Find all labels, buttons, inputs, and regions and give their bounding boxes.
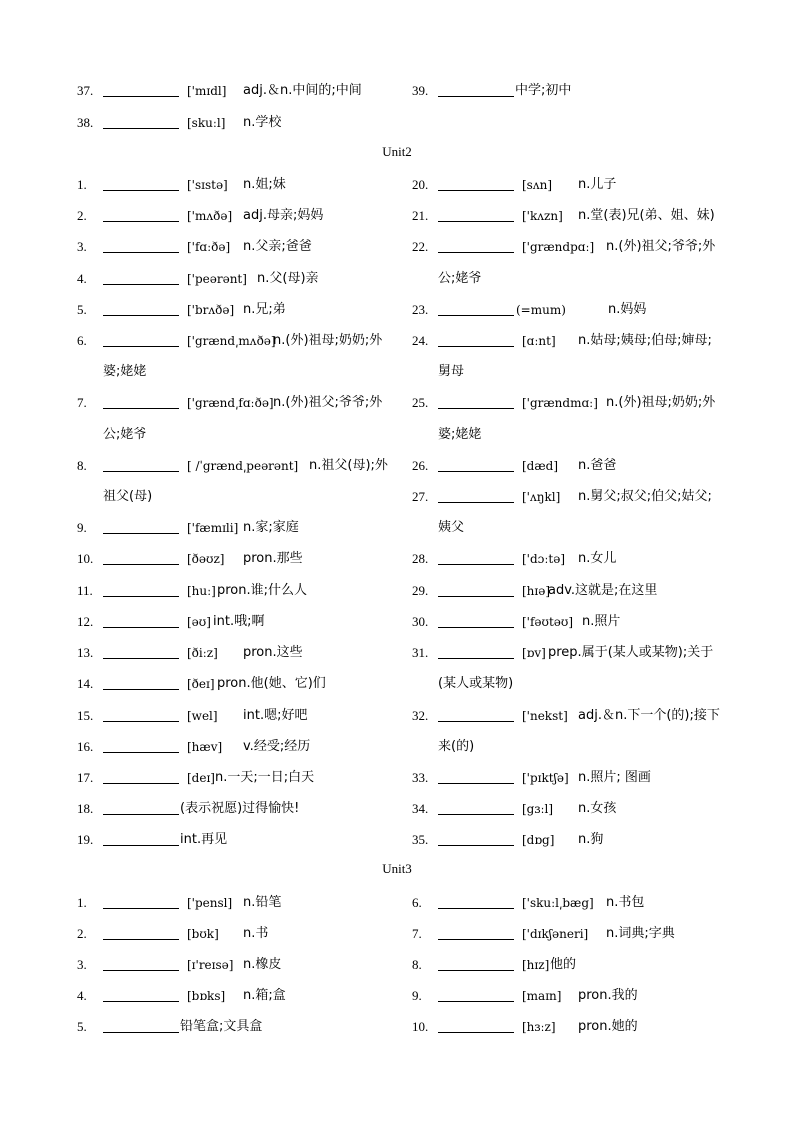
item-number: 27. xyxy=(412,489,429,504)
answer-blank[interactable] xyxy=(103,689,179,690)
item-meaning: v.经受;经历 xyxy=(243,739,311,754)
item-phonetic: ['pɪktʃə] xyxy=(522,771,569,785)
item-meaning: n.堂(表)兄(弟、姐、妹) xyxy=(578,208,715,223)
item-number: 4. xyxy=(77,271,87,286)
answer-blank[interactable] xyxy=(438,783,514,784)
item-meaning: n.爸爸 xyxy=(578,458,617,473)
item-phonetic: [skuːl] xyxy=(187,116,226,130)
item-number: 32. xyxy=(412,708,429,723)
answer-blank[interactable] xyxy=(438,814,514,815)
item-meaning-continued: 姨父 xyxy=(438,520,465,535)
item-meaning: n.父亲;爸爸 xyxy=(243,239,312,254)
unit2-title: Unit2 xyxy=(382,144,412,159)
item-meaning: n.姐;妹 xyxy=(243,177,286,192)
item-meaning: n.父(母)亲 xyxy=(257,271,319,286)
item-meaning: pron.我的 xyxy=(578,988,638,1003)
answer-blank[interactable] xyxy=(438,408,514,409)
item-number: 21. xyxy=(412,208,429,223)
item-number: 23. xyxy=(412,302,429,317)
item-number: 1. xyxy=(77,895,87,910)
item-meaning: n.兄;弟 xyxy=(243,302,286,317)
item-phonetic: [ɑːnt] xyxy=(522,334,556,348)
item-number: 31. xyxy=(412,645,429,660)
answer-blank[interactable] xyxy=(103,627,179,628)
answer-blank[interactable] xyxy=(438,1032,514,1033)
item-number: 8. xyxy=(77,458,87,473)
item-meaning: adj.＆n.下一个(的);接下 xyxy=(578,708,720,723)
item-number: 39. xyxy=(412,83,429,98)
item-phonetic: [ɪ'reɪsə] xyxy=(187,958,234,972)
item-meaning: n.箱;盒 xyxy=(243,988,286,1003)
answer-blank[interactable] xyxy=(103,128,179,129)
item-number: 18. xyxy=(77,801,94,816)
item-number: 5. xyxy=(77,302,87,317)
item-meaning: adv.这就是;在这里 xyxy=(548,583,658,598)
answer-blank[interactable] xyxy=(438,721,514,722)
answer-blank[interactable] xyxy=(438,564,514,565)
item-phonetic: [ðiːz] xyxy=(187,646,218,660)
item-phonetic: [wel] xyxy=(187,709,218,723)
item-phonetic: ['grændmɑː] xyxy=(522,396,598,410)
answer-blank[interactable] xyxy=(438,939,514,940)
item-meaning: int.再见 xyxy=(180,832,228,847)
item-phonetic: ['fɑːðə] xyxy=(187,240,231,254)
item-phonetic: [hɜːz] xyxy=(522,1020,556,1034)
answer-blank[interactable] xyxy=(438,221,514,222)
answer-blank[interactable] xyxy=(438,346,514,347)
item-phonetic: ['nekst] xyxy=(522,709,568,723)
answer-blank[interactable] xyxy=(438,471,514,472)
item-meaning: n.照片; 图画 xyxy=(578,770,651,785)
item-number: 10. xyxy=(77,551,94,566)
item-phonetic: [maɪn] xyxy=(522,989,562,1003)
item-number: 8. xyxy=(412,957,422,972)
item-number: 5. xyxy=(77,1019,87,1034)
item-meaning-continued: 来(的) xyxy=(438,739,475,754)
item-meaning: pron.这些 xyxy=(243,645,303,660)
item-phonetic: [deɪ] xyxy=(187,771,215,785)
item-meaning: adj.母亲;妈妈 xyxy=(243,208,324,223)
item-meaning-continued: 祖父(母) xyxy=(103,489,153,504)
item-meaning: n.(外)祖母;奶奶;外 xyxy=(273,333,383,348)
answer-blank[interactable] xyxy=(103,814,179,815)
item-meaning: n.狗 xyxy=(578,832,604,847)
item-number: 12. xyxy=(77,614,94,629)
item-phonetic: ['grændpɑː] xyxy=(522,240,595,254)
item-meaning: n.书 xyxy=(243,926,269,941)
item-number: 34. xyxy=(412,801,429,816)
item-meaning: n.家;家庭 xyxy=(243,520,299,535)
answer-blank[interactable] xyxy=(103,315,179,316)
item-meaning: 中学;初中 xyxy=(515,83,572,98)
item-meaning: (表示祝愿)过得愉快! xyxy=(180,801,300,816)
item-meaning: n.妈妈 xyxy=(608,302,647,317)
item-phonetic: [huː] xyxy=(187,584,216,598)
item-phonetic: ['kʌzn] xyxy=(522,209,563,223)
answer-blank[interactable] xyxy=(438,627,514,628)
item-meaning-continued: 舅母 xyxy=(438,364,465,379)
item-number: 6. xyxy=(412,895,422,910)
item-phonetic: [dɒg] xyxy=(522,833,555,847)
item-number: 10. xyxy=(412,1019,429,1034)
item-phonetic: [hæv] xyxy=(187,740,223,754)
item-number: 33. xyxy=(412,770,429,785)
item-meaning: int.嗯;好吧 xyxy=(243,708,308,723)
answer-blank[interactable] xyxy=(103,284,179,285)
item-phonetic: ['skuːl͵bæg] xyxy=(522,896,594,910)
answer-blank[interactable] xyxy=(103,783,179,784)
item-phonetic: [ɒv] xyxy=(522,646,546,660)
item-phonetic: [ðəʊz] xyxy=(187,552,225,566)
item-number: 17. xyxy=(77,770,94,785)
answer-blank[interactable] xyxy=(438,190,514,191)
item-number: 20. xyxy=(412,177,429,192)
item-meaning-continued: (某人或某物) xyxy=(438,676,514,691)
answer-blank[interactable] xyxy=(103,96,179,97)
item-phonetic: [bʊk] xyxy=(187,927,219,941)
item-number: 22. xyxy=(412,239,429,254)
item-meaning: pron.她的 xyxy=(578,1019,638,1034)
answer-blank[interactable] xyxy=(438,596,514,597)
item-number: 15. xyxy=(77,708,94,723)
unit3-title: Unit3 xyxy=(382,861,412,876)
item-number: 24. xyxy=(412,333,429,348)
item-meaning: pron.谁;什么人 xyxy=(217,583,308,598)
item-meaning: int.哦;啊 xyxy=(213,614,265,629)
item-phonetic: ['mʌðə] xyxy=(187,209,233,223)
answer-blank[interactable] xyxy=(103,533,179,534)
answer-blank[interactable] xyxy=(438,970,514,971)
item-phonetic: [əʊ] xyxy=(187,615,211,629)
answer-blank[interactable] xyxy=(103,190,179,191)
answer-blank[interactable] xyxy=(103,346,179,347)
item-meaning: prep.属于(某人或某物);关于 xyxy=(548,645,714,660)
item-number: 14. xyxy=(77,676,94,691)
item-meaning: 铅笔盒;文具盒 xyxy=(180,1019,263,1034)
item-phonetic: ['grænd͵fɑːðə] xyxy=(187,396,274,410)
item-meaning: pron.他(她、它)们 xyxy=(217,676,326,691)
answer-blank[interactable] xyxy=(103,252,179,253)
item-meaning: pron.那些 xyxy=(243,551,303,566)
item-meaning: n.照片 xyxy=(582,614,621,629)
item-number: 19. xyxy=(77,832,94,847)
item-number: 3. xyxy=(77,239,87,254)
item-phonetic: [ðeɪ] xyxy=(187,677,215,691)
answer-blank[interactable] xyxy=(103,221,179,222)
item-meaning-continued: 公;姥爷 xyxy=(438,271,482,286)
item-number: 25. xyxy=(412,395,429,410)
item-meaning: n.学校 xyxy=(243,115,282,130)
item-phonetic: ['fəʊtəʊ] xyxy=(522,615,574,629)
item-phonetic: [bɒks] xyxy=(187,989,226,1003)
item-number: 7. xyxy=(77,395,87,410)
answer-blank[interactable] xyxy=(103,939,179,940)
answer-blank[interactable] xyxy=(103,845,179,846)
item-meaning: n.铅笔 xyxy=(243,895,282,910)
item-meaning: n.(外)祖父;爷爷;外 xyxy=(606,239,716,254)
item-meaning: n.(外)祖母;奶奶;外 xyxy=(606,395,716,410)
answer-blank[interactable] xyxy=(103,1032,179,1033)
item-number: 28. xyxy=(412,551,429,566)
item-meaning: n.橡皮 xyxy=(243,957,282,972)
item-phonetic: ['brʌðə] xyxy=(187,303,235,317)
item-phonetic: [gɜːl] xyxy=(522,802,554,816)
item-phonetic: ['peərənt] xyxy=(187,272,247,286)
item-meaning: n.书包 xyxy=(606,895,645,910)
item-number: 30. xyxy=(412,614,429,629)
item-phonetic: [dæd] xyxy=(522,459,559,473)
answer-blank[interactable] xyxy=(103,752,179,753)
answer-blank[interactable] xyxy=(103,1001,179,1002)
answer-blank[interactable] xyxy=(438,1001,514,1002)
item-number: 2. xyxy=(77,208,87,223)
item-number: 3. xyxy=(77,957,87,972)
item-meaning: n.姑母;姨母;伯母;婶母; xyxy=(578,333,712,348)
item-phonetic: (=mum) xyxy=(516,303,566,317)
answer-blank[interactable] xyxy=(103,596,179,597)
item-phonetic: ['mɪdl] xyxy=(187,84,227,98)
item-phonetic: ['dɔːtə] xyxy=(522,552,566,566)
item-phonetic: ['ʌŋkl] xyxy=(522,490,561,504)
item-number: 13. xyxy=(77,645,94,660)
item-meaning: n.词典;字典 xyxy=(606,926,675,941)
item-phonetic: ['sɪstə] xyxy=(187,178,228,192)
item-meaning: n.一天;一日;白天 xyxy=(215,770,315,785)
answer-blank[interactable] xyxy=(103,908,179,909)
item-number: 38. xyxy=(77,115,94,130)
answer-blank[interactable] xyxy=(103,471,179,472)
item-meaning: n.(外)祖父;爷爷;外 xyxy=(273,395,383,410)
item-phonetic: [ /ˈgrænd͵peərənt] xyxy=(187,459,299,473)
item-phonetic: [hɪz] xyxy=(522,958,550,972)
item-phonetic: [sʌn] xyxy=(522,178,553,192)
item-meaning-continued: 公;姥爷 xyxy=(103,427,147,442)
answer-blank[interactable] xyxy=(103,408,179,409)
answer-blank[interactable] xyxy=(438,658,514,659)
item-number: 2. xyxy=(77,926,87,941)
item-number: 1. xyxy=(77,177,87,192)
item-meaning: n.女孩 xyxy=(578,801,617,816)
item-number: 11. xyxy=(77,583,93,598)
answer-blank[interactable] xyxy=(438,96,514,97)
answer-blank[interactable] xyxy=(438,908,514,909)
item-number: 9. xyxy=(77,520,87,535)
answer-blank[interactable] xyxy=(438,502,514,503)
answer-blank[interactable] xyxy=(438,315,514,316)
item-meaning: n.女儿 xyxy=(578,551,617,566)
item-number: 37. xyxy=(77,83,94,98)
answer-blank[interactable] xyxy=(438,252,514,253)
item-number: 16. xyxy=(77,739,94,754)
item-meaning: 他的 xyxy=(550,957,577,972)
item-phonetic: ['pensl] xyxy=(187,896,233,910)
item-number: 6. xyxy=(77,333,87,348)
item-meaning: n.舅父;叔父;伯父;姑父; xyxy=(578,489,712,504)
item-phonetic: ['grænd͵mʌðə] xyxy=(187,334,276,348)
item-meaning: n.祖父(母);外 xyxy=(309,458,388,473)
item-number: 29. xyxy=(412,583,429,598)
item-number: 9. xyxy=(412,988,422,1003)
item-meaning: adj.＆n.中间的;中间 xyxy=(243,83,362,98)
item-meaning: n.儿子 xyxy=(578,177,617,192)
item-number: 35. xyxy=(412,832,429,847)
answer-blank[interactable] xyxy=(103,564,179,565)
item-phonetic: ['dɪkʃəneri] xyxy=(522,927,589,941)
item-phonetic: [hɪə] xyxy=(522,584,551,598)
item-number: 4. xyxy=(77,988,87,1003)
answer-blank[interactable] xyxy=(103,658,179,659)
item-number: 7. xyxy=(412,926,422,941)
answer-blank[interactable] xyxy=(103,721,179,722)
item-number: 26. xyxy=(412,458,429,473)
answer-blank[interactable] xyxy=(438,845,514,846)
answer-blank[interactable] xyxy=(103,970,179,971)
item-meaning-continued: 婆;姥姥 xyxy=(103,364,147,379)
item-phonetic: ['fæmɪli] xyxy=(187,521,239,535)
item-meaning-continued: 婆;姥姥 xyxy=(438,427,482,442)
